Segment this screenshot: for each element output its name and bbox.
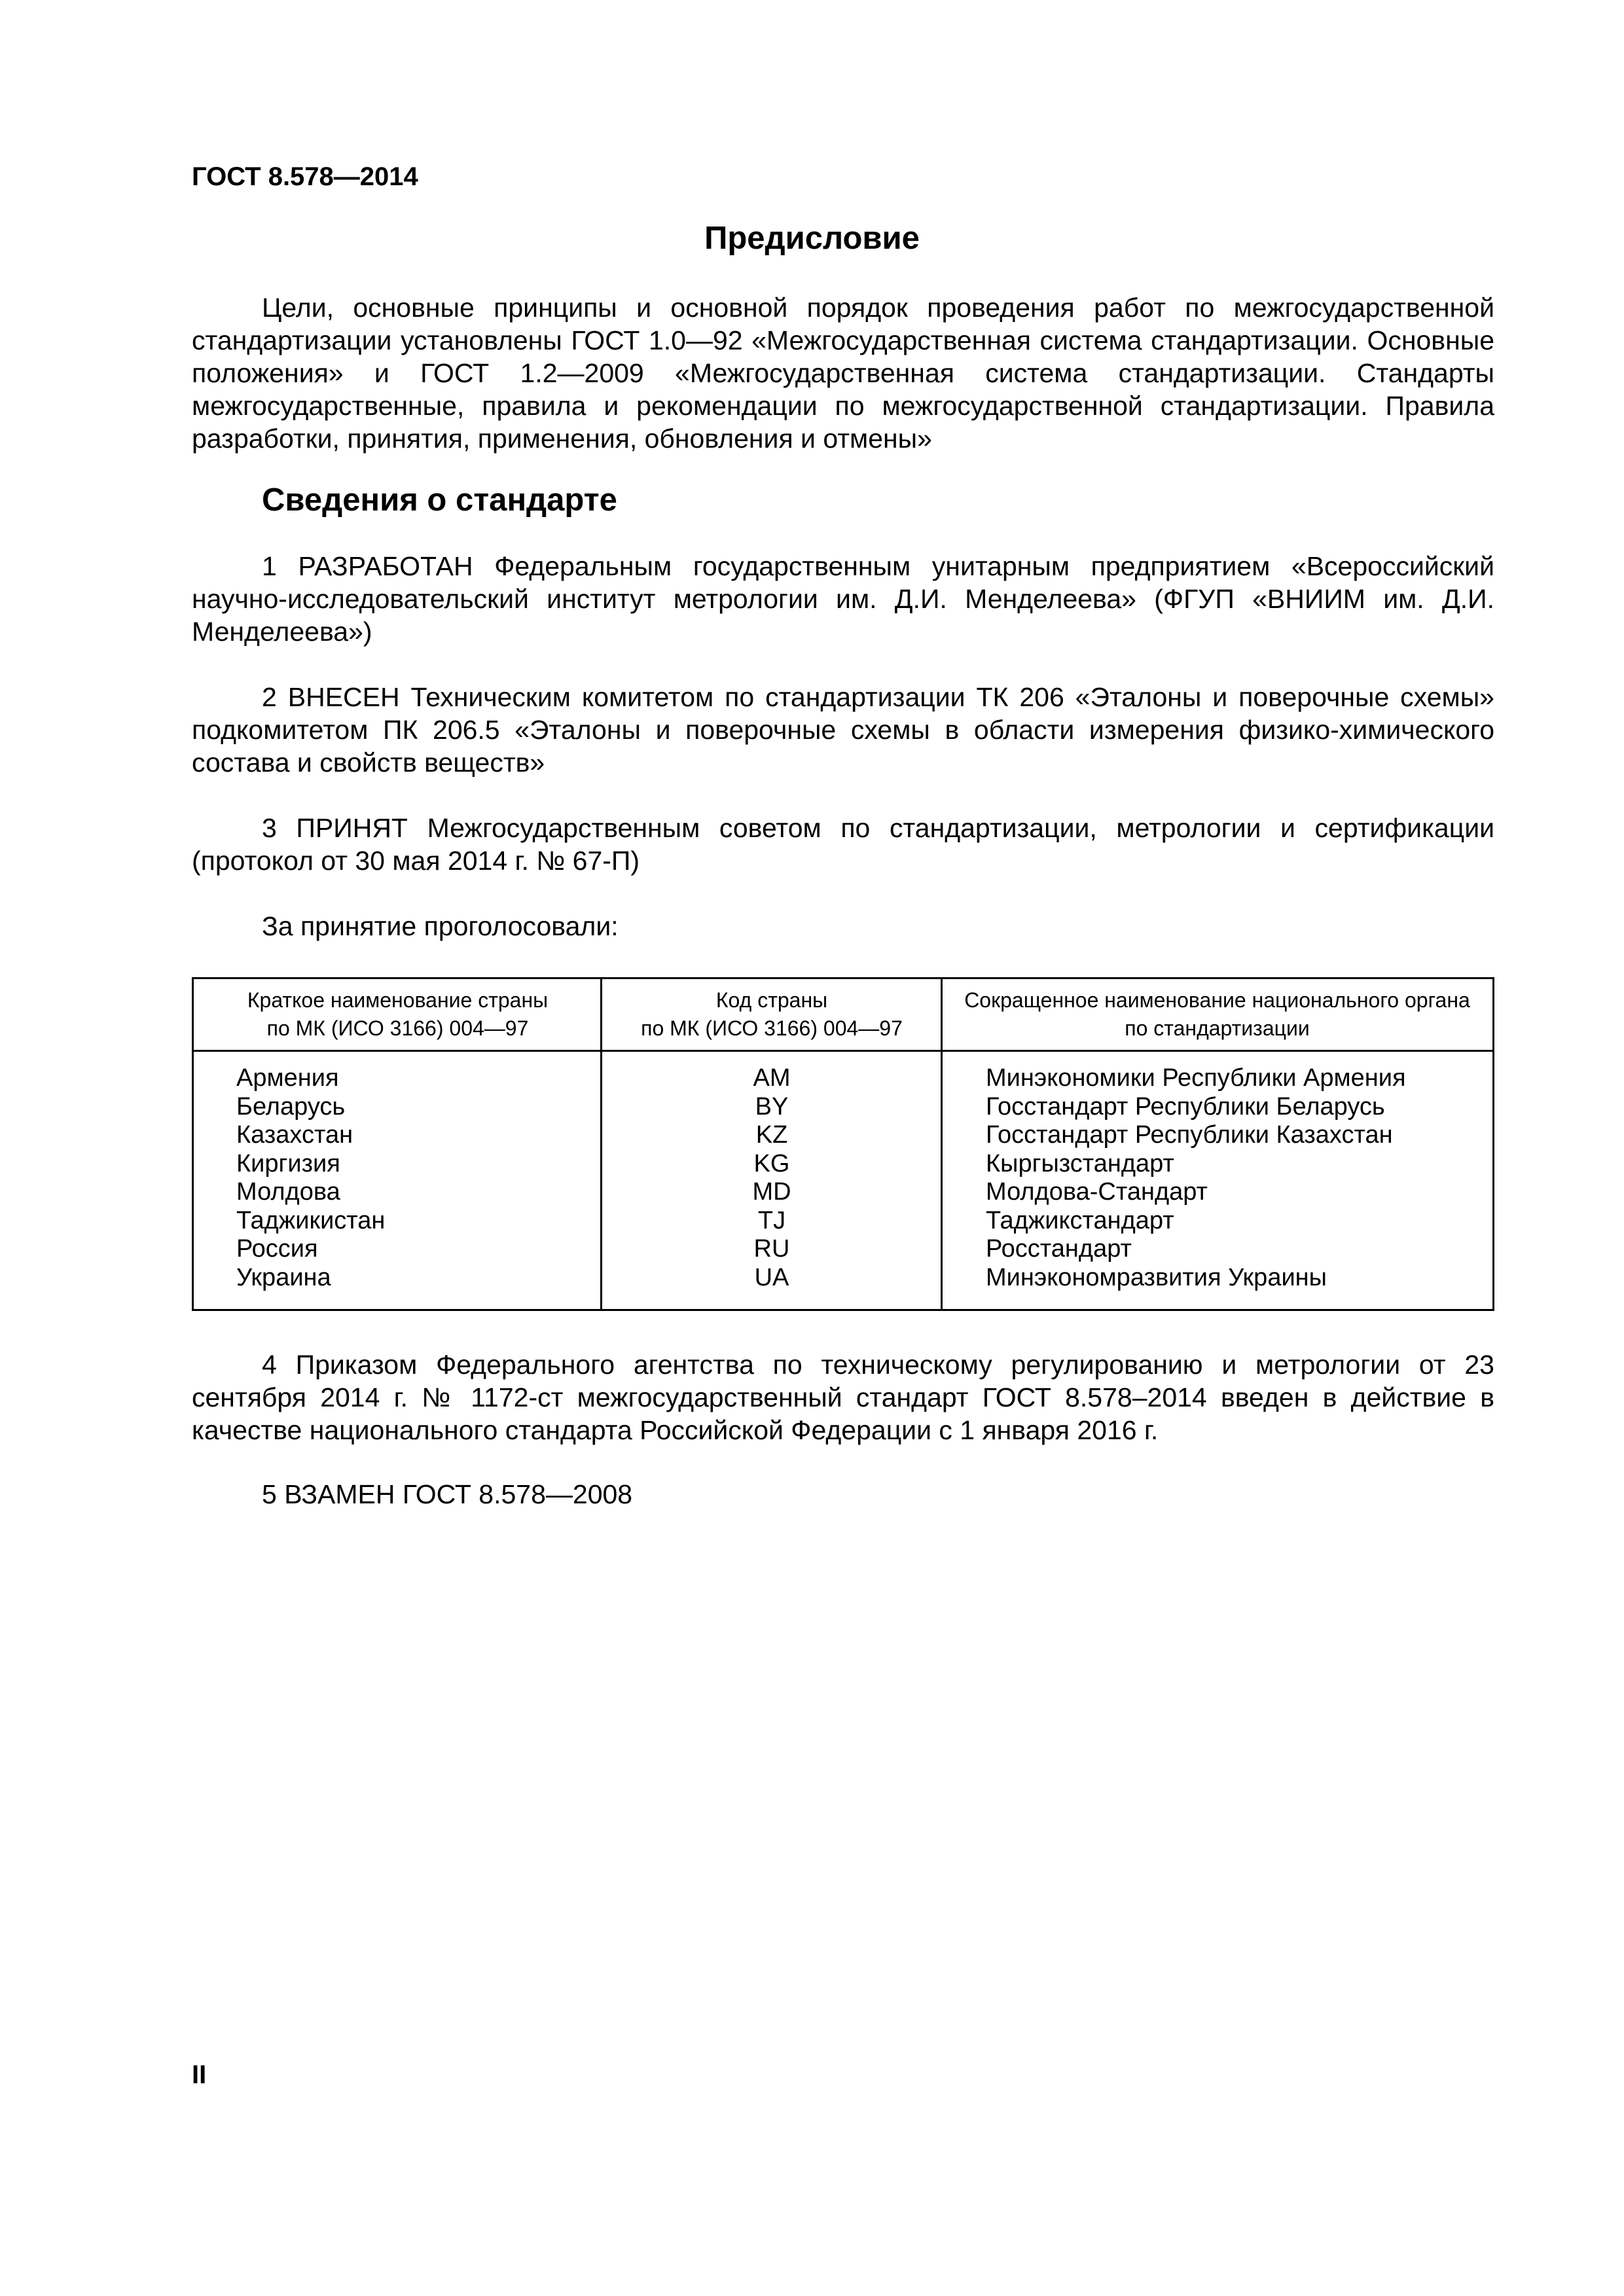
table-header-code: Код страны по МК (ИСО 3166) 004—97 [641,988,903,1040]
table-cell: RU [753,1235,790,1263]
vote-intro: За принятие проголосовали: [262,911,619,941]
table-cell: Госстандарт Республики Казахстан [986,1121,1393,1149]
item-text: ПРИНЯТ Межгосударственным советом по стандартизации, метрологии и сертификации (протокол от 30 мая 2014 г. № 67-П) [192,813,1494,876]
item-text: РАЗРАБОТАН Федеральным государственным унитарным предприятием «Всероссийский научно-исследовательский институт метрологии им. Д.И. Менделеева» (ФГУП «ВНИИМ им. Д.И. Менделеева») [192,551,1494,647]
item-2 [192,681,1494,779]
table-cell: Казахстан [236,1121,353,1149]
table-cell: Минэкономразвития Украины [986,1263,1327,1291]
table-cell: Таджикстандарт [986,1206,1174,1234]
table-cell: BY [755,1092,789,1121]
section-title: Сведения о стандарте [262,482,617,518]
document-header: ГОСТ 8.578—2014 [192,162,418,191]
item-3 [192,812,1494,877]
table-header-body: Сокращенное наименование национального органа по стандартизации [964,988,1470,1040]
column-code [602,1064,942,1292]
table-cell: TJ [757,1206,786,1234]
table-cell: KG [753,1149,790,1177]
column-national-body [986,1064,1406,1292]
item-text: Приказом Федерального агентства по техническому регулированию и метрологии от 23 сентября 2014 г. № 1172-ст межгосударственный стандарт ГОСТ 8.578–2014 введен в действие в качестве национального стандарта Российской Федерации с 1 января 2016 г. [192,1350,1494,1445]
table-cell: AM [753,1064,791,1092]
table-cell: UA [754,1263,789,1291]
item-number: 2 [262,682,277,712]
table-cell: Молдова [236,1178,340,1206]
table-cell: Россия [236,1235,318,1263]
table-cell: Росстандарт [986,1235,1132,1263]
voting-table [192,977,1494,1311]
table-header-country: Краткое наименование страны по МК (ИСО 3166) 004—97 [247,988,549,1040]
table-cell: Украина [236,1263,331,1291]
table-cell: Госстандарт Республики Беларусь [986,1092,1385,1121]
table-cell: Кыргызстандарт [986,1149,1174,1177]
item-number: 1 [262,551,277,581]
item-4 [192,1348,1494,1446]
item-number: 3 [262,813,277,843]
item-text: ВНЕСЕН Техническим комитетом по стандартизации ТК 206 «Эталоны и поверочные схемы» подкомитетом ПК 206.5 «Эталоны и поверочные схемы в области измерения физико-химического состава и свойств веществ» [192,682,1494,778]
item-5 [262,1478,632,1511]
page-title: Предисловие [704,221,920,256]
preface-paragraph: Цели, основные принципы и основной порядок проведения работ по межгосударственной стандартизации установлены ГОСТ 1.0—92 «Межгосударственная система стандартизации. Основные положения» и ГОСТ 1.2—2009 «Межгосударственная система стандартизации. Стандарты межгосударственные, правила и рекомендации по межгосударственной стандартизации. Правила разработки, принятия, применения, обновления и отмены» [192,293,1494,454]
item-number: 4 [262,1350,277,1380]
item-number: 5 [262,1479,277,1509]
column-country [236,1064,385,1292]
table-cell: MD [752,1178,791,1206]
table-cell: Армения [236,1064,339,1092]
page-number: II [192,2060,207,2089]
item-1 [192,550,1494,648]
table-header-rule [194,1050,1492,1052]
table-cell: KZ [755,1121,788,1149]
table-cell: Беларусь [236,1092,346,1121]
item-text: ВЗАМЕН ГОСТ 8.578—2008 [284,1479,633,1509]
table-cell: Таджикистан [236,1206,386,1234]
table-cell: Киргизия [236,1149,340,1177]
table-cell: Молдова-Стандарт [986,1178,1208,1206]
table-cell: Минэкономики Республики Армения [986,1064,1406,1092]
